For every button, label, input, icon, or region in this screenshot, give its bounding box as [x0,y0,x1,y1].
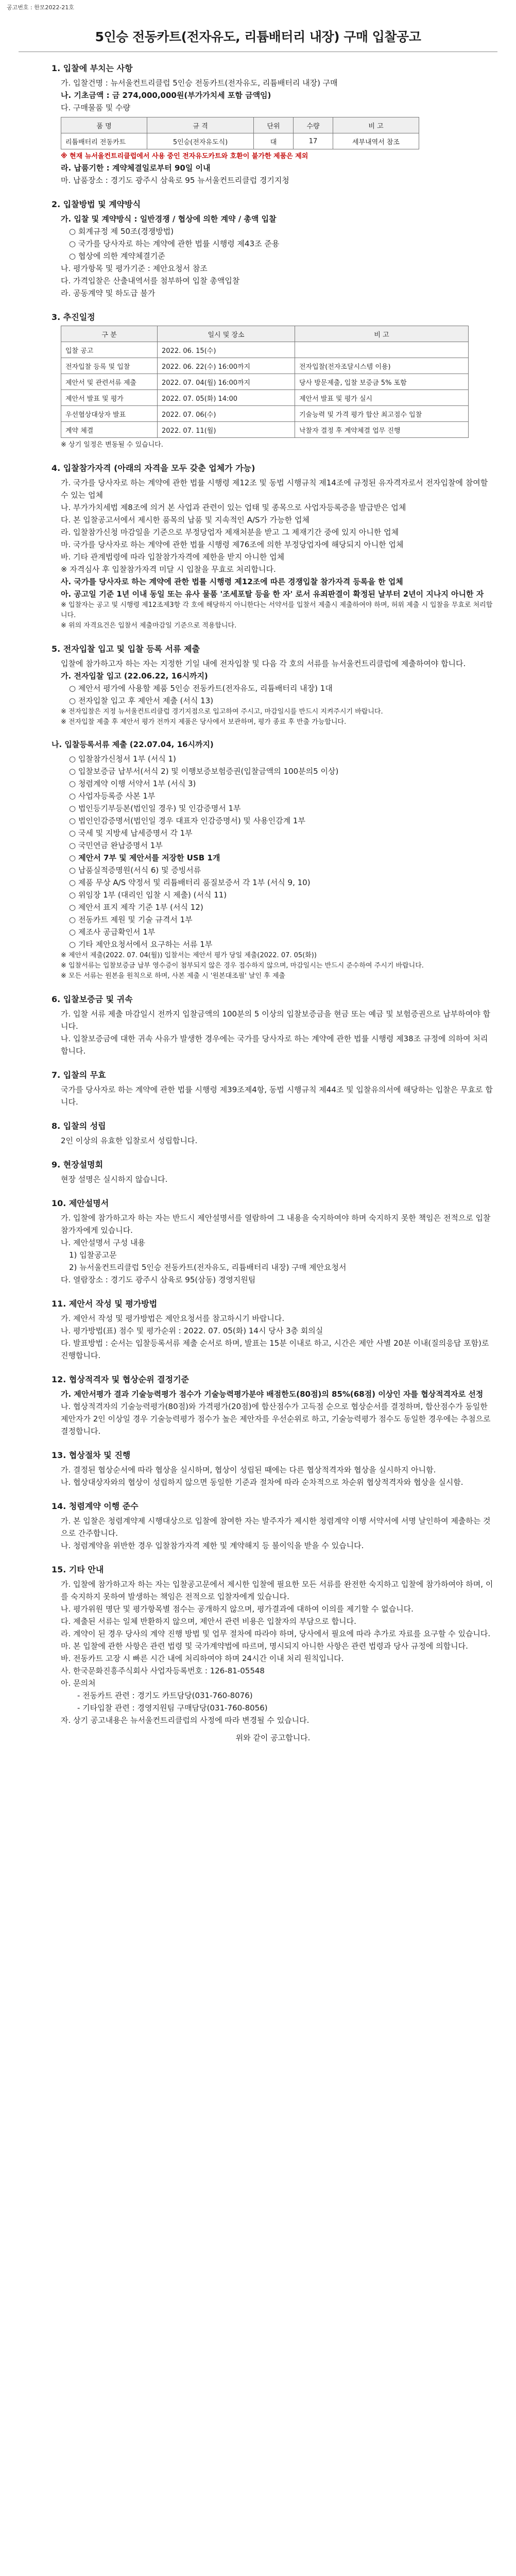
list-item: 가. 국가를 당사자로 하는 계약에 관한 법률 시행령 제12조 및 동법 시행규칙 제14조에 규정된 유자격자로서 전자입찰에 참여할 수 있는 업체 [61,478,488,500]
list-item: 다. 본 입찰공고서에서 제시한 품목의 납품 및 지속적인 A/S가 가능한 업체 [61,515,310,524]
notice-body [51,62,494,1744]
list-item: 라. 입찰참가신청 마감일을 기준으로 부정당업자 제재처분을 받고 그 제재기간 중에 있지 아니한 업체 [61,528,399,537]
contract-method: 가. 입찰 및 계약방식 : 일반경쟁 / 협상에 의한 계약 / 총액 입찰 [61,214,277,224]
list-item: 나. 평가항목 및 평가기준 : 제안요청서 참조 [61,264,208,273]
list-item: ○ 국민연금 완납증명서 1부 [69,841,163,850]
list-item: 나. 협상대상자와의 협상이 성립하지 않으면 동일한 기준과 절차에 따라 순차적으로 차순위 협상적격자와 협상을 실시함. [61,1478,463,1487]
list-item: 나. 제안설명서 구성 내용 [61,1238,145,1247]
table-cell: 기술능력 및 가격 평가 합산 최고점수 입찰 [295,406,469,422]
delivery-place: 마. 납품장소 : 경기도 광주시 삼육로 95 뉴서울컨트리클럽 경기지청 [61,176,289,185]
list-item: 가. 제안서평가 결과 기술능력평가 점수가 기술능력평가분야 배점한도(80점)의 85%(68점) 이상인 자를 협상적격자로 선정 [61,1389,484,1399]
section-2-heading: 2. 입찰방법 및 계약방식 [51,199,141,209]
list-item: 마. 국가를 당사자로 하는 계약에 관한 법률 시행령 제76조에 의한 부정당업자에 해당되지 아니한 업체 [61,540,404,549]
list-item: ○ 제품 무상 A/S 약정서 및 리튬배터리 품질보증서 각 1부 (서식 9, 10) [69,878,311,887]
section-12-heading: 12. 협상적격자 및 협상순위 결정기준 [51,1375,190,1384]
section-1-heading: 1. 입찰에 부치는 사항 [51,63,133,73]
table-cell: 제안서 및 관련서류 제출 [61,374,158,390]
list-note: ※ 입찰자는 공고 및 시행령 제12조제3항 각 호에 해당하지 아니한다는 서약서를 입찰서 제출시 제출하여야 하며, 허위 제출 시 입찰을 무효로 처리합니다. [61,601,493,619]
list-item: ○ 청렴계약 이행 서약서 1부 (서식 3) [69,779,196,788]
list-item: 가. 결정된 협상순서에 따라 협상을 실시하며, 협상이 성립된 때에는 다른 협상적격자와 협상을 실시하지 아니함. [61,1465,436,1475]
item-name: 가. 입찰건명 : 뉴서울컨트리클럽 5인승 전동카트(전자유도, 리튬배터리 내장) 구매 [61,78,338,88]
section-11-heading: 11. 제안서 작성 및 평가방법 [51,1299,158,1309]
list-note: ※ 위의 자격요건은 입찰서 제출마감일 기준으로 적용합니다. [61,622,237,630]
section-5b-heading: 나. 입찰등록서류 제출 (22.07.04, 16시까지) [51,740,214,749]
list-item: ○ 법인등기부등본(법인일 경우) 및 인감증명서 1부 [69,804,241,813]
table-row [61,374,469,390]
list-item: ○ 납품실적증명원(서식 6) 및 증빙서류 [69,866,201,875]
list-item: 1) 입찰공고문 [69,1250,117,1260]
list-item: ○ 사업자등록증 사본 1부 [69,791,156,801]
subheading: 가. 전자입찰 입고 (22.06.22, 16시까지) [61,671,208,681]
table-row [61,133,419,149]
list-item: ○ 제안서 표지 제작 기준 1부 (서식 12) [69,903,203,912]
schedule-note: ※ 상기 일정은 변동될 수 있습니다. [61,441,163,449]
paragraph: 입찰에 참가하고자 하는 자는 지정한 기일 내에 전자입찰 및 다음 각 호의 서류를 뉴서울컨트리클럽에 제출하여야 합니다. [61,659,466,668]
list-item: ※ 자격심사 후 입찰참가자격 미달 시 입찰을 무효로 처리합니다. [61,565,276,574]
list-item: 가. 제안서 작성 및 평가방법은 제안요청서를 참고하시기 바랍니다. [61,1314,285,1323]
compatibility-note: ※ 현재 뉴서울컨트리클럽에서 사용 중인 전자유도카트와 호환이 불가한 제품은 제외 [61,152,308,160]
list-item: 다. 발표방법 : 순서는 입찰등록서류 제출 순서로 하며, 발표는 15분 이내로 하고, 시간은 제안 사별 20분 이내(질의응답 포함)로 진행합니다. [61,1338,489,1360]
list-item: 나. 평가위원 명단 및 평가항목별 점수는 공개하지 않으며, 평가결과에 대하여 이의를 제기할 수 없습니다. [61,1604,414,1614]
list-item: 아. 공고일 기준 1년 이내 동일 또는 유사 물품 '조세포탈 등을 한 자' 로서 유죄판결이 확정된 날부터 2년이 지나지 아니한 자 [61,589,484,599]
list-note: ※ 전자입찰은 지정 뉴서울컨트리클럽 경기지점으로 입고하여 주시고, 마감일시를 반드시 지켜주시기 바랍니다. [61,708,383,716]
table-header: 품 명 [61,117,147,133]
list-note: ※ 제안서 제출(2022. 07. 04(월)) 입찰서는 제안서 평가 당일 제출(2022. 07. 05(화)) [61,952,317,959]
list-item: ○ 위임장 1부 (대리인 입찰 시 제출) (서식 11) [69,890,227,900]
table-header: 비 고 [333,117,419,133]
table-cell: 리튬배터리 전동카트 [61,133,147,149]
table-cell: 2022. 07. 06(수) [158,406,295,422]
list-item: 나. 부가가치세법 제8조에 의거 본 사업과 관련이 있는 업태 및 종목으로 사업자등록증을 발급받은 업체 [61,503,406,512]
table-cell: 대 [254,133,294,149]
table-row [61,342,469,358]
document-list [51,753,494,951]
table-cell: 17 [294,133,333,149]
paragraph: 현장 설명은 실시하지 않습니다. [61,1175,168,1184]
page-title: 5인승 전동카트(전자유도, 리튬배터리 내장) 구매 입찰공고 [95,29,421,44]
closing-line: 위와 같이 공고합니다. [235,1733,311,1742]
misc-list [51,1578,494,1726]
list-item: ○ 제안서 평가에 사용할 제품 5인승 전동카트(전자유도, 리튬배터리 내장) 1대 [69,684,333,693]
schedule-table [61,326,469,438]
list-item: 가. 입찰 서류 제출 마감일시 전까지 입찰금액의 100분의 5 이상의 입찰보증금을 현금 또는 예금 및 보험증권으로 납부하여야 합니다. [61,1009,491,1031]
list-item: 나. 평가방법(표) 점수 및 평가순위 : 2022. 07. 05(화) 14시 당사 3층 회의실 [61,1326,323,1335]
announcement-number: 공고번호 : 한모2022-21호 [7,4,75,11]
list-item: ○ 법인인감증명서(법인일 경우 대표자 인감증명서) 및 사용인감계 1부 [69,816,305,825]
list-note: ※ 모든 서류는 원본을 원칙으로 하며, 사본 제출 시 '원본대조필' 날인 후 제출 [61,972,285,980]
list-item: ○ 협상에 의한 계약체결기준 [69,251,165,261]
list-item: 사. 한국문화진흥주식회사 사업자등록번호 : 126-81-05548 [61,1666,265,1675]
section-7-heading: 7. 입찰의 무효 [51,1070,106,1080]
list-item: ○ 국세 및 지방세 납세증명서 각 1부 [69,828,193,838]
paragraph: 2인 이상의 유효한 입찰로서 성립합니다. [61,1136,198,1145]
list-item: ○ 입찰참가신청서 1부 (서식 1) [69,754,176,764]
table-row [61,422,469,438]
list-item: ○ 기타 제안요청서에서 요구하는 서류 1부 [69,940,213,949]
list-item: 가. 입찰에 참가하고자 하는 자는 반드시 제안설명서를 열람하여 그 내용을 숙지하여야 하며 숙지하지 못한 책임은 전적으로 입찰참가자에게 있습니다. [61,1213,491,1235]
list-note: ※ 전자입찰 제출 후 제안서 평가 전까지 제품은 당사에서 보관하며, 평가 종료 후 반출 가능합니다. [61,718,347,726]
table-header: 일시 및 장소 [158,326,295,342]
table-row [61,406,469,422]
section-15-heading: 15. 기타 안내 [51,1565,104,1574]
list-item: ○ 제안서 7부 및 제안서를 저장한 USB 1개 [69,853,220,862]
table-cell: 낙찰자 결정 후 계약체결 업무 진행 [295,422,469,438]
table-cell: 2022. 06. 15(수) [158,342,295,358]
table-cell: 계약 체결 [61,422,158,438]
list-item: - 기타입찰 관련 : 경영지원팀 구매담당(031-760-8056) [77,1703,268,1713]
table-header: 구 분 [61,326,158,342]
section-4-heading: 4. 입찰참가자격 (아래의 자격을 모두 갖춘 업체가 가능) [51,463,255,473]
table-cell: 2022. 07. 11(월) [158,422,295,438]
table-cell: 2022. 07. 05(화) 14:00 [158,390,295,406]
section-10-heading: 10. 제안설명서 [51,1198,109,1208]
list-item: 라. 공동계약 및 하도급 불가 [61,289,156,298]
section-14-heading: 14. 청렴계약 이행 준수 [51,1501,139,1511]
list-item: - 전동카트 관련 : 경기도 카트담당(031-760-8076) [77,1691,253,1700]
section-9-heading: 9. 현장설명회 [51,1160,104,1170]
list-item: 다. 열람장소 : 경기도 광주시 삼육로 95(삼동) 경영지원팀 [61,1275,256,1284]
list-item: 다. 제출된 서류는 일체 반환하지 않으며, 제안서 관련 비용은 입찰자의 부담으로 합니다. [61,1617,356,1626]
paragraph: 국가를 당사자로 하는 계약에 관한 법률 시행령 제39조제4항, 동법 시행규칙 제44조 및 입찰유의서에 해당하는 입찰은 무효로 합니다. [61,1085,493,1107]
table-cell: 2022. 06. 22(수) 16:00까지 [158,358,295,374]
table-header: 수량 [294,117,333,133]
base-price: 나. 기초금액 : 금 274,000,000원(부가가치세 포함 금액임) [61,91,271,100]
list-item: 나. 청렴계약을 위반한 경우 입찰참가자격 제한 및 계약해지 등 불이익을 받을 수 있습니다. [61,1541,364,1550]
list-item: 바. 기타 관계법령에 따라 입찰참가자격에 제한을 받지 아니한 업체 [61,552,285,562]
list-item: ○ 전자입찰 입고 후 제안서 제출 (서식 13) [69,696,214,705]
table-cell [295,342,469,358]
table-cell: 2022. 07. 04(월) 16:00까지 [158,374,295,390]
list-item: 다. 가격입찰은 산출내역서를 첨부하여 입찰 총액입찰 [61,276,240,285]
table-cell: 제안서 발표 및 평가 실시 [295,390,469,406]
item-list-label: 다. 구매물품 및 수량 [61,103,130,112]
section-13-heading: 13. 협상절차 및 진행 [51,1450,131,1460]
table-header: 비 고 [295,326,469,342]
list-item: ○ 회계규정 제 50조(경쟁방법) [69,227,174,236]
table-header-row [61,326,469,342]
list-item: 사. 국가를 당사자로 하는 계약에 관한 법률 시행령 제12조에 따른 경쟁입찰 참가자격 등록을 한 업체 [61,577,403,586]
list-item: 자. 상기 공고내용은 뉴서울컨트리클럽의 사정에 따라 변경될 수 있습니다. [61,1716,309,1725]
table-row [61,358,469,374]
list-item: 마. 본 입찰에 관한 사항은 관련 법령 및 국가계약법에 따르며, 명시되지 아니한 사항은 관련 법령과 당사 규정에 의합니다. [61,1641,468,1651]
section-8-heading: 8. 입찰의 성립 [51,1121,106,1131]
list-item: 바. 전동카트 고장 시 빠른 시간 내에 처리하여야 하며 24시간 이내 처리 원칙입니다. [61,1654,344,1663]
list-note: ※ 입찰서류는 입찰보증금 납부 영수증이 첨부되지 않은 경우 접수하지 않으며, 마감일시는 반드시 준수하여 주시기 바랍니다. [61,962,424,970]
table-cell: 제안서 발표 및 평가 [61,390,158,406]
list-item: ○ 입찰보증금 납부서(서식 2) 및 이행보증보험증권(입찰금액의 100분의5 이상) [69,767,339,776]
list-item: ○ 제조사 공급확인서 1부 [69,927,156,937]
table-cell: 세부내역서 참조 [333,133,419,149]
table-cell: 당사 방문제출, 입찰 보증금 5% 포함 [295,374,469,390]
table-cell: 우선협상대상자 발표 [61,406,158,422]
list-item: ○ 전동카트 제원 및 기술 규격서 1부 [69,915,193,924]
delivery-deadline: 라. 납품기한 : 계약체결일로부터 90일 이내 [61,163,211,173]
list-item: 가. 본 입찰은 청렴계약제 시행대상으로 입찰에 참여한 자는 발주자가 제시한 청렴계약 이행 서약서에 서명 날인하여 제출하는 것으로 간주합니다. [61,1516,491,1538]
list-item: 나. 협상적격자의 기술능력평가(80점)와 가격평가(20점)에 합산점수가 고득점 순으로 협상순서를 결정하며, 합산점수가 동일한 제안자가 2인 이상일 경우 기술능력평가 점수가 높은 제안자를 우선순위로 하고, 기술능력평가 점수도 동일한 경우에는 추첨으로 결정합니다. [61,1402,491,1436]
list-item: 라. 계약이 된 경우 당사의 계약 진행 방법 및 업무 절차에 따라야 하며, 당사에서 필요에 따라 추가로 자료를 요구할 수 있습니다. [61,1629,491,1638]
table-header-row [61,117,419,133]
table-header: 단위 [254,117,294,133]
list-item: 2) 뉴서울컨트리클럽 5인승 전동카트(전자유도, 리튬배터리 내장) 구매 제안요청서 [69,1263,347,1272]
table-header: 규 격 [147,117,254,133]
list-item: 아. 문의처 [61,1679,96,1688]
list-item: 나. 입찰보증금에 대한 귀속 사유가 발생한 경우에는 국가를 당사자로 하는 계약에 관한 법률 시행령 제38조 규정에 의하여 처리합니다. [61,1034,488,1056]
table-row [61,390,469,406]
table-cell: 입찰 공고 [61,342,158,358]
table-cell: 전자입찰(전자조달시스템 이용) [295,358,469,374]
table-cell: 전자입찰 등록 및 입찰 [61,358,158,374]
list-item: 가. 입찰에 참가하고자 하는 자는 입찰공고문에서 제시한 입찰에 필요한 모든 서류를 완전한 숙지하고 입찰에 참가하여야 하며, 이를 숙지하지 못하여 발생하는 책임은 전적으로 입찰자에게 있습니다. [61,1580,493,1601]
table-cell: 5인승(전자유도식) [147,133,254,149]
section-5-heading: 5. 전자입찰 입고 및 입찰 등록 서류 제출 [51,644,200,654]
section-6-heading: 6. 입찰보증금 및 귀속 [51,994,133,1004]
item-table [61,117,419,149]
section-3-heading: 3. 추진일정 [51,312,95,322]
list-item: ○ 국가를 당사자로 하는 계약에 관한 법률 시행령 제43조 준용 [69,239,280,248]
